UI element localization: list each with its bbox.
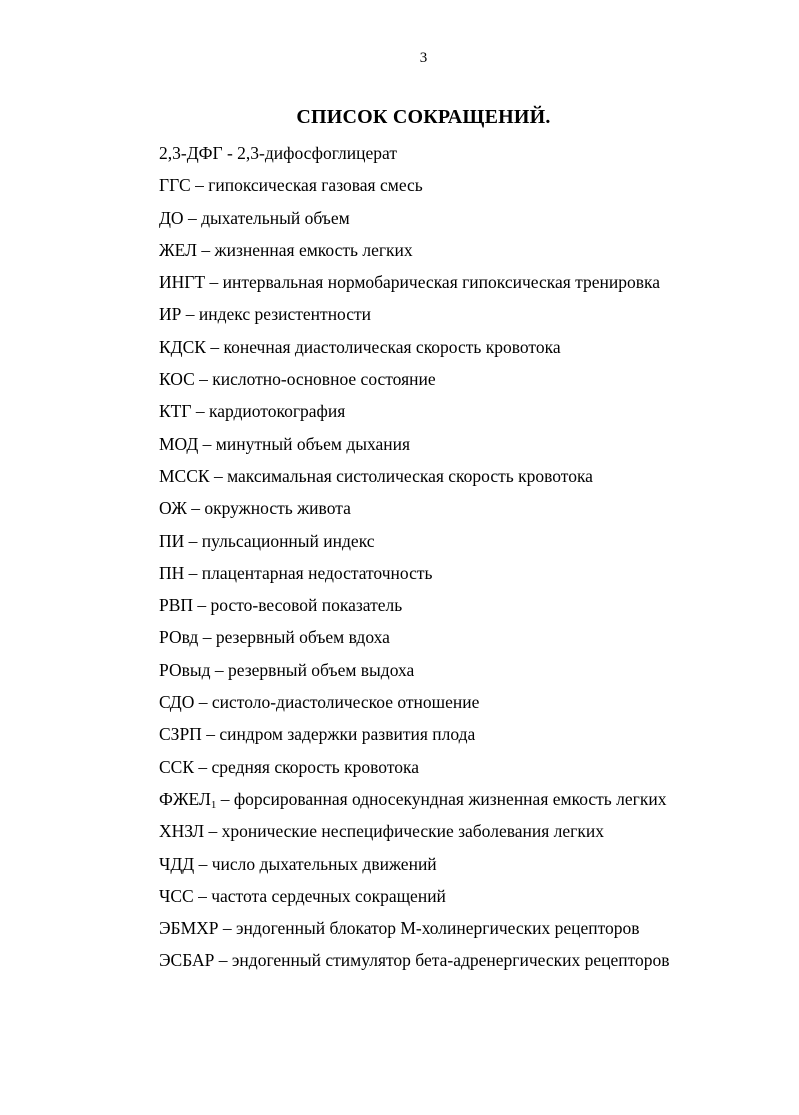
- abbreviation-separator: –: [191, 401, 209, 422]
- abbreviation-term: 2,3-ДФГ: [159, 143, 223, 163]
- abbreviation-separator: –: [181, 304, 199, 325]
- abbreviation-definition: форсированная односекундная жизненная емкость легких: [233, 788, 667, 809]
- abbreviation-separator: –: [184, 530, 202, 551]
- abbreviation-term: МССК: [159, 465, 210, 486]
- abbreviation-term: ФЖЕЛ: [159, 788, 211, 809]
- abbreviation-definition: дыхательный объем: [201, 207, 350, 228]
- abbreviation-definition: число дыхательных движений: [211, 853, 437, 874]
- abbreviation-item: [159, 786, 670, 818]
- abbreviation-definition: плацентарная недостаточность: [201, 562, 433, 583]
- abbreviation-item: [159, 431, 670, 463]
- abbreviation-term: РОвд: [159, 627, 199, 648]
- abbreviation-item: [159, 172, 670, 204]
- abbreviation-separator: –: [205, 272, 223, 293]
- abbreviation-term: ПН: [159, 562, 185, 583]
- abbreviation-definition: средняя скорость кровотока: [211, 756, 420, 777]
- abbreviation-term: ЖЕЛ: [159, 239, 198, 260]
- abbreviation-item: [159, 754, 670, 786]
- abbreviation-definition: пульсационный индекс: [201, 530, 375, 551]
- abbreviation-item: [159, 334, 670, 366]
- abbreviation-item: [159, 463, 670, 495]
- abbreviation-term: ДО: [159, 207, 184, 228]
- abbreviation-item: [159, 560, 670, 592]
- abbreviation-item: [159, 592, 670, 624]
- abbreviation-separator: –: [193, 595, 211, 616]
- abbreviation-list: [159, 140, 670, 980]
- abbreviation-separator: –: [218, 918, 237, 939]
- abbreviation-term: ПИ: [159, 530, 185, 551]
- abbreviation-term: ГГС: [159, 175, 191, 196]
- abbreviation-definition: росто-весовой показатель: [210, 595, 403, 616]
- abbreviation-separator: –: [183, 207, 202, 228]
- abbreviation-definition: кислотно-основное состояние: [212, 369, 436, 390]
- abbreviation-definition: конечная диастолическая скорость кровотока: [223, 336, 561, 357]
- abbreviation-definition: интервальная нормобарическая гипоксическая тренировка: [222, 272, 661, 293]
- abbreviation-item: [159, 237, 670, 269]
- abbreviation-item: [159, 205, 670, 237]
- abbreviation-separator: –: [210, 659, 229, 680]
- abbreviation-separator: –: [190, 175, 209, 196]
- abbreviation-definition: 2,3-дифосфоглицерат: [237, 143, 397, 163]
- abbreviation-term: ЭСБАР: [159, 950, 215, 971]
- abbreviation-separator: –: [194, 369, 213, 390]
- abbreviation-definition: кардиотокография: [208, 401, 346, 422]
- abbreviation-term: КТГ: [159, 401, 192, 422]
- abbreviation-term: СДО: [159, 692, 195, 713]
- abbreviation-term: КДСК: [159, 336, 206, 357]
- abbreviation-item: [159, 528, 670, 560]
- abbreviation-separator: –: [193, 885, 212, 906]
- abbreviation-term: ССК: [159, 756, 195, 777]
- abbreviation-term: ЧСС: [159, 885, 194, 906]
- abbreviation-separator: –: [184, 562, 202, 583]
- abbreviation-separator: –: [198, 627, 216, 648]
- abbreviation-separator: –: [205, 336, 224, 357]
- abbreviation-item: [159, 818, 670, 850]
- abbreviation-separator: –: [198, 433, 216, 454]
- abbreviation-separator: –: [201, 724, 220, 745]
- abbreviation-definition: минутный объем дыхания: [215, 433, 411, 454]
- abbreviation-definition: систоло-диастолическое отношение: [211, 692, 480, 713]
- abbreviation-item: [159, 301, 670, 333]
- abbreviation-term: СЗРП: [159, 724, 202, 745]
- abbreviation-item: [159, 398, 670, 430]
- abbreviation-definition: жизненная емкость легких: [214, 239, 413, 260]
- abbreviation-separator: –: [194, 692, 212, 713]
- abbreviation-item: [159, 269, 670, 301]
- abbreviation-definition: хронические неспецифические заболевания легких: [221, 821, 604, 842]
- abbreviation-separator: –: [186, 498, 205, 519]
- abbreviation-item: [159, 883, 670, 915]
- abbreviation-term: ЭБМХР: [159, 918, 219, 939]
- abbreviation-term: ОЖ: [159, 498, 187, 519]
- abbreviation-term: МОД: [159, 433, 199, 454]
- abbreviation-definition: резервный объем вдоха: [215, 627, 390, 648]
- abbreviation-definition: гипоксическая газовая смесь: [208, 175, 423, 196]
- abbreviation-term: КОС: [159, 369, 195, 390]
- abbreviation-definition: эндогенный блокатор М-холинергических рецепторов: [236, 918, 640, 939]
- page-title: СПИСОК СОКРАЩЕНИЙ.: [296, 106, 551, 128]
- abbreviation-item: [159, 495, 670, 527]
- abbreviation-separator: –: [194, 756, 212, 777]
- abbreviation-separator: –: [216, 788, 234, 809]
- abbreviation-term: ИНГТ: [159, 272, 206, 293]
- abbreviation-term: ХНЗЛ: [159, 821, 205, 842]
- abbreviation-separator: –: [204, 821, 222, 842]
- abbreviation-definition: индекс резистентности: [198, 304, 372, 325]
- abbreviation-definition: частота сердечных сокращений: [211, 885, 446, 906]
- abbreviation-definition: окружность живота: [204, 498, 351, 519]
- abbreviation-term: ИР: [159, 304, 182, 325]
- abbreviation-subscript: 1: [210, 798, 217, 811]
- abbreviation-separator: –: [194, 853, 212, 874]
- abbreviation-separator: –: [209, 465, 228, 486]
- abbreviation-item: [159, 851, 670, 883]
- abbreviation-separator: -: [222, 143, 238, 163]
- abbreviation-item: [159, 947, 670, 979]
- abbreviation-definition: эндогенный стимулятор бета-адренергических рецепторов: [231, 950, 670, 971]
- abbreviation-item: [159, 624, 670, 656]
- abbreviation-separator: –: [197, 239, 215, 260]
- page-number: 3: [419, 50, 428, 66]
- abbreviation-definition: максимальная систолическая скорость кровотока: [227, 465, 593, 486]
- abbreviation-term: ЧДД: [159, 853, 195, 874]
- abbreviation-definition: резервный объем выдоха: [228, 659, 415, 680]
- abbreviation-separator: –: [214, 950, 232, 971]
- abbreviation-term: РВП: [159, 595, 194, 616]
- abbreviation-item: [159, 366, 670, 398]
- abbreviation-item: [159, 915, 670, 947]
- abbreviation-item: [159, 657, 670, 689]
- abbreviation-term: РОвыд: [159, 659, 211, 680]
- abbreviation-item: [159, 689, 670, 721]
- abbreviation-item: [159, 721, 670, 753]
- abbreviation-definition: синдром задержки развития плода: [219, 724, 476, 745]
- abbreviation-item: [159, 140, 670, 172]
